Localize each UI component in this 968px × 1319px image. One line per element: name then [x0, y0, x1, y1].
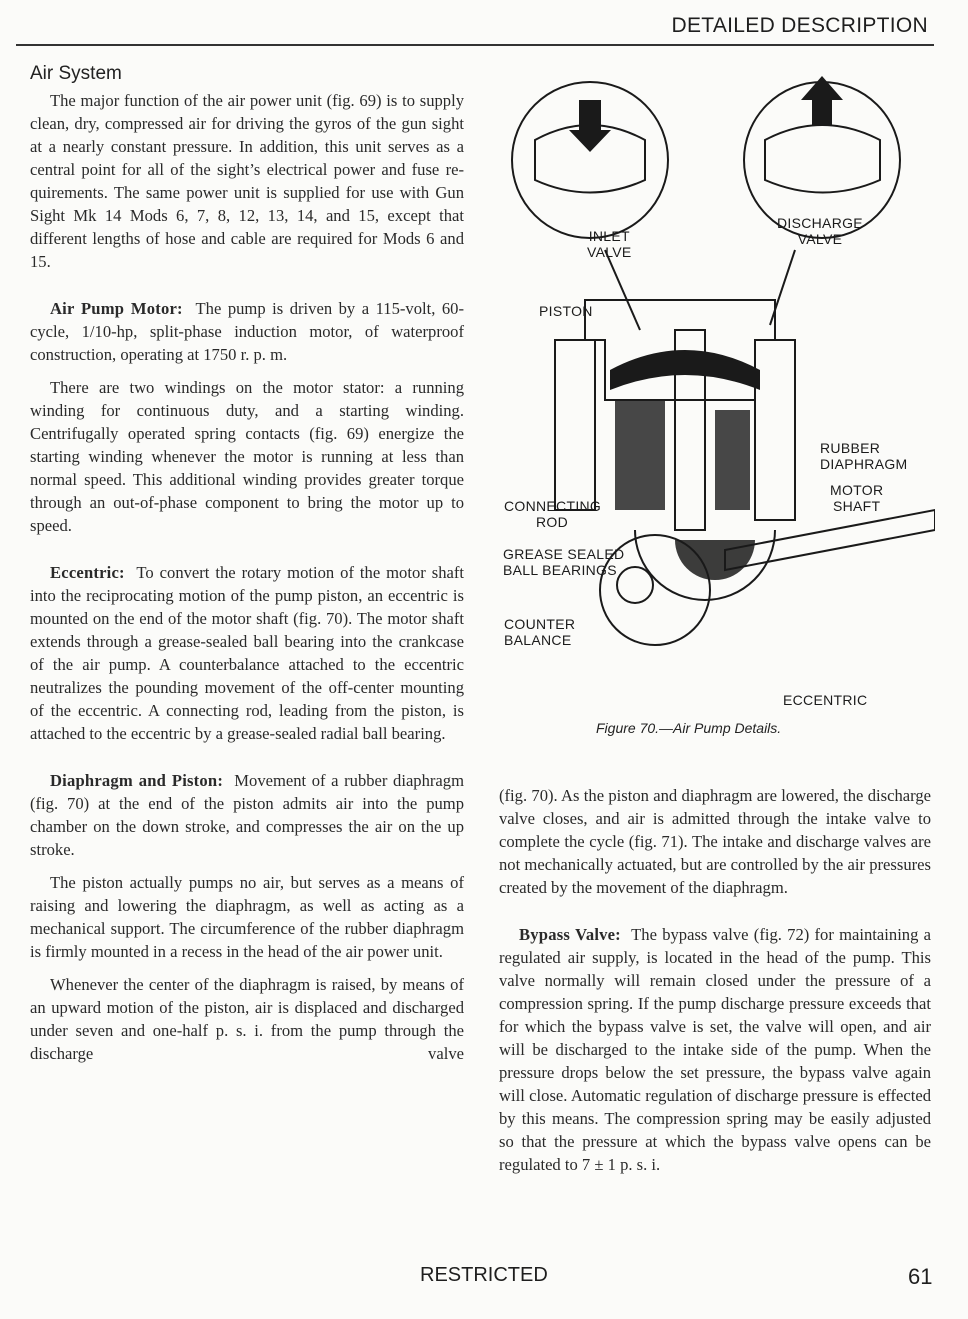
runin-eccentric: Eccentric: [50, 563, 125, 582]
paragraph-diaphragm [30, 769, 464, 861]
runin-motor: Air Pump Motor: [50, 299, 183, 318]
label-counter-balance: COUNTER BALANCE [504, 616, 576, 648]
label-discharge-valve: DISCHARGE VALVE [777, 215, 863, 247]
eccentric-text: To convert the rotary motion of the motor shaft into the reciprocating motion of the pump piston, an eccentric is mounted on the end of the motor shaft (fig. 70). The motor shaft extends through a grease-sealed ball bearing into the crankcase of the air pump. A counterbalance attached to the eccentric neutralizes the pounding movement of the off-center mounting of the eccentric. A connecting rod, leading from the piston, is attached to the eccentric by a grease-sealed radial ball bearing. [30, 563, 465, 743]
paragraph-bypass [499, 923, 931, 1176]
paragraph-intro: The major function of the air power unit (fig. 69) is to supply clean, dry, compressed air for driving the gyros of the gun sight at a nearly constant pressure. In addition, this unit serves as a central point for all of the sight’s electrical power and fuse requirements. The same power unit is supplied for use with Gun Sight Mk 14 Mods 6, 7, 8, 12, 13, 14, and 15, except that different lengths of hose and cable are required for Mods 6 and 15. [30, 91, 464, 271]
left-column [30, 62, 464, 1065]
label-piston: PISTON [539, 303, 593, 319]
diaphragm-text: Movement of a rubber diaphragm (fig. 70) at the end of the piston admits air into the pump chamber on the down stroke, and compresses the air on the up stroke. [30, 771, 464, 859]
paragraph-eccentric [30, 561, 464, 745]
paragraph-motor [30, 297, 464, 366]
label-rubber-diaphragm: RUBBER DIAPHRAGM [820, 440, 908, 472]
page-number: 61 [908, 1264, 933, 1289]
label-motor-shaft: MOTOR SHAFT [830, 482, 884, 514]
label-connecting-rod: CONNECTING ROD [504, 498, 602, 530]
figure-caption: Figure 70.—Air Pump Details. [596, 720, 782, 736]
label-grease-sealed-ball-bearings: GREASE SEALED BALL BEARINGS [503, 546, 625, 578]
motor-text: The pump is driven by a 115-volt, 60-cycle, 1/10-hp, split-phase induction motor, of waterproof construction, operating at 1750 r. p. m. [30, 299, 465, 364]
classification-footer: RESTRICTED [420, 1264, 548, 1286]
runin-diaphragm: Diaphragm and Piston: [50, 771, 224, 790]
running-head: DETAILED DESCRIPTION [671, 14, 928, 37]
paragraph-windings: There are two windings on the motor stator: a running winding for continuous duty, and a starting winding. Centrifugally operated spring contacts (fig. 69) energize the starting winding whenever the motor is running at less than normal speed. This additional winding provides greater torque through an out-of-phase component to bring the motor up to speed. [30, 378, 464, 535]
bypass-text: The bypass valve (fig. 72) for maintaining a regulated air supply, is located in the head of the pump. This valve normally will remain closed under the pressure of a compression spring. If the pump discharge pressure exceeds that for which the bypass valve is set, the valve will open, and air will be discharged to the intake side of the pump. When the pressure drops below the set pressure, the bypass valve again will close. Automatic regulation of discharge pressure is effected by this means. The compression spring may be easily adjusted so that the pressure at which the bypass valve opens can be regulated to 7 ± 1 p. s. i. [499, 925, 932, 1174]
label-eccentric: ECCENTRIC [783, 692, 868, 708]
paragraph-continued: (fig. 70). As the piston and diaphragm are lowered, the discharge valve closes, and air is admitted through the intake valve to complete the cycle (fig. 71). The intake and discharge valves are not mechanically actuated, but are controlled by the air pressures created by the movement of the diaphragm. [499, 786, 931, 897]
section-title: Air System [30, 63, 122, 84]
label-inlet-valve: INLET VALVE [587, 228, 632, 260]
paragraph-piston: The piston actually pumps no air, but serves as a means of raising and lowering the diaphragm, as well as acting as a mechanical support. The circumference of the rubber diaphragm is firmly mounted in a recess in the head of the air power unit. [30, 873, 464, 961]
runin-bypass: Bypass Valve: [519, 925, 621, 944]
header-rule [16, 44, 934, 46]
figure-air-pump [495, 70, 935, 740]
paragraph-raised: Whenever the center of the diaphragm is raised, by means of an upward motion of the piston, air is displaced and discharged under seven and one-half p. s. i. from the pump through the discharge valve [30, 975, 464, 1063]
right-column [499, 784, 931, 1176]
